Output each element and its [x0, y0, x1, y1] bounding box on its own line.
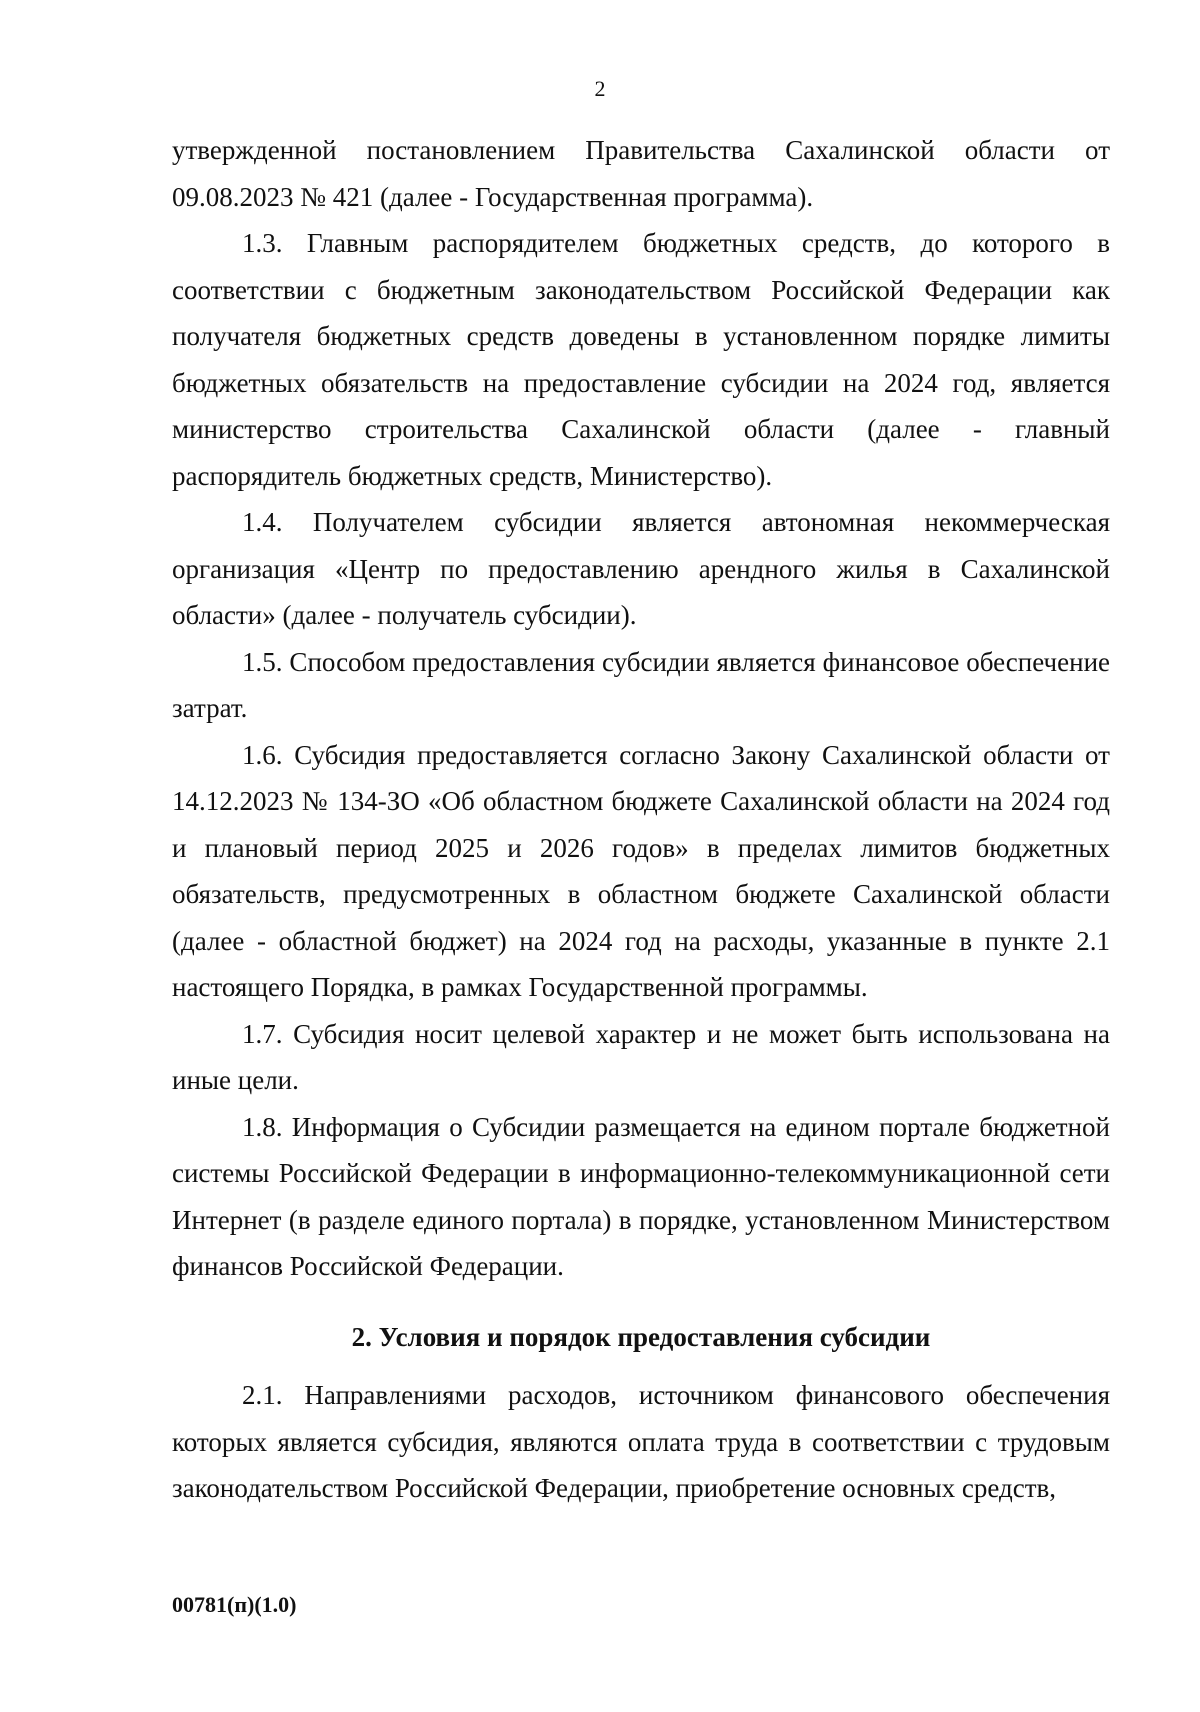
paragraph-1-6: 1.6. Субсидия предоставляется согласно Закону Сахалинской области от 14.12.2023 № 134-ЗО «Об областном бюджете Сахалинской области на 2024 год и плановый период 2025 и 2026 годов» в пределах лимитов бюджетных обязательств, предусмотренных в областном бюджете Сахалинской области (далее - областной бюджет) на 2024 год на расходы, указанные в пункте 2.1 настоящего Порядка, в рамках Государственной программы. [172, 739, 1110, 1002]
footer-code: 00781(п)(1.0) [172, 1592, 297, 1617]
paragraph-1-5: 1.5. Способом предоставления субсидии является финансовое обеспечение затрат. [172, 646, 1110, 723]
section-heading: 2. Условия и порядок предоставления субсидии [351, 1321, 931, 1352]
paragraph-1-8: 1.8. Информация о Субсидии размещается на едином портале бюджетной системы Российской Федерации в информационно-телекоммуникационной сети Интернет (в разделе единого портала) в порядке, установленном Министерством финансов Российской Федерации. [172, 1111, 1110, 1281]
paragraph-continuation: утвержденной постановлением Правительства Сахалинской области от 09.08.2023 № 421 (далее - Государственная программа). [172, 135, 1110, 212]
document-body [172, 127, 1110, 1512]
page-number: 2 [594, 76, 606, 101]
paragraph-1-3: 1.3. Главным распорядителем бюджетных средств, до которого в соответствии с бюджетным законодательством Российской Федерации как получателя бюджетных средств доведены в установленном порядке лимиты бюджетных обязательств на предоставление субсидии на 2024 год, является министерство строительства Сахалинской области (далее - главный распорядитель бюджетных средств, Министерство). [172, 228, 1110, 491]
paragraph-2-1: 2.1. Направлениями расходов, источником финансового обеспечения которых является субсидия, являются оплата труда в соответствии с трудовым законодательством Российской Федерации, приобретение основных средств, [172, 1380, 1110, 1503]
paragraph-1-7: 1.7. Субсидия носит целевой характер и не может быть использована на иные цели. [172, 1018, 1110, 1095]
paragraph-1-4: 1.4. Получателем субсидии является автономная некоммерческая организация «Центр по предоставлению арендного жилья в Сахалинской области» (далее - получатель субсидии). [172, 507, 1110, 630]
